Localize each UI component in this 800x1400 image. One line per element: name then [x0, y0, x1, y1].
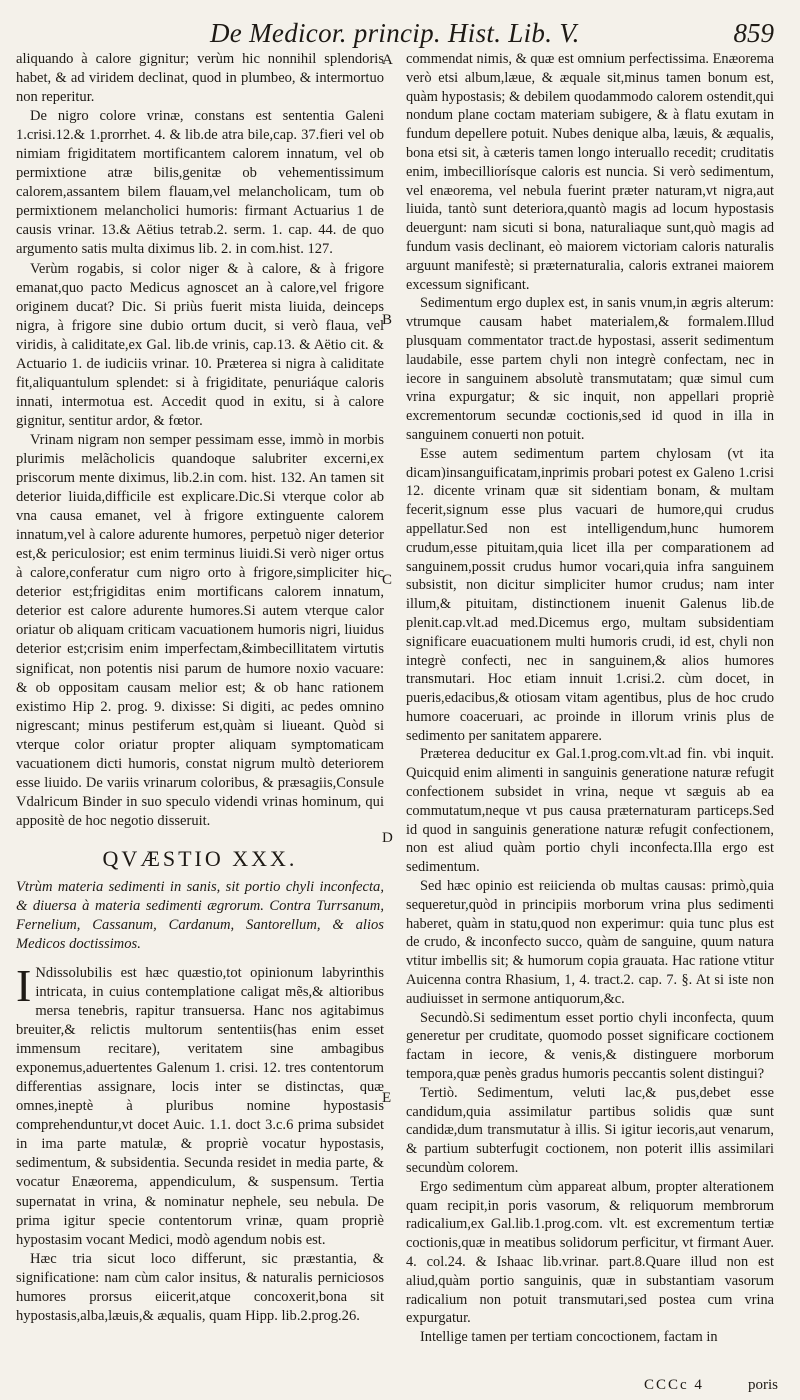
- paragraph: commendat nimis, & quæ est omnium perfectissima. Enæorema verò etsi album,læue, & æquale sit,minus tamen bonum est, quàm hypostasis; & debilem quodammodo calorem ostendit,qui nondum plane coctam materiam subigere, & à flatu exutam in fundum depellere potuit. Nubes denique alba, læuis, & æqualis, bona etsi sit, à cæteris tamen longo interuallo recedit; cruditatis enim, imbecilliorísque caloris est nuncia. Si verò sedimentum, vel enæorema, vel nebula fuerint præter naturam,vt nigra,aut liuida, tantò sunt deteriora,quantò magis ad locum hypostasis deuergunt: nam sicuti si bona, naturaliaque sunt,quò magis ad fundum vasis declinant, eò maiorem victoriam caloris naturalis arguunt manifestè; si præternaturalia, caloris extranei maiorem excessum significant.: [406, 51, 774, 293]
- margin-letter-a: A: [382, 52, 393, 68]
- paragraph: Intellige tamen per tertiam concoctionem, factam in: [420, 1329, 718, 1346]
- paragraph: Sedimentum ergo duplex est, in sanis vnum,in ægris alterum: vtrumque causam habet materialem,& formalem.Illud plusquam commentator tract.de hypostasi, asserit sedimentum laudabile, esse partem chyli non integrè confectam, nec in iecore in sanguinem absolutè transmutatam; quæ simul cum vrina expurgatur; & sic inquit, non appellari propriè excrementorum secundæ coctionis,sed id quod in illa in sanguinem conuerti non potuit.: [406, 295, 774, 443]
- paragraph: Verùm rogabis, si color niger & à calore, & à frigore emanat,quo pacto Medicus agnoscet an à calore,vel frigore originem ducat? Dic. Si priùs fuerit mista liuida, deinceps nigra, à frigore sine dubio ortum ducit, si verò flaua, vel viridis, à caliditate,ex Gal. lib.de vrinis, cap.13. & Aëtio cit. & Actuario 1. de iudiciis vrinar. 10. Præterea si nigra à caliditate fit,aliquantulum splendet: si à frigiditate, penuriáque caloris innati, intermotua est. Accedit quod in exitu, si à calore gignitur, sentitur ardor, & fœtor.: [16, 260, 384, 429]
- catchword: poris: [748, 1377, 778, 1393]
- paragraph-text: Ndissolubilis est hæc quæstio,tot opinionum labyrinthis intricata, in cuius contemplatione caligat mẽs,& altioribus mersa tenebris, rapitur transuersa. Hanc nos agitabimus breuiter,& relictis multorum sententiis(has enim esset immensum recitare), veritatem sine ambagibus exponemus,aduertentes Galenum 1. crisi. 12. tres contentorum differentias assignare, locis inter se distinctas, quæ omnes,ineptè à pluribus nomine hypostasis comprehenduntur,vt docet Auic. 1.1. doct 3.c.6 prima subsidet in ima parte matulæ, & propriè vocatur hypostasis, sedimentum, & subsidentia. Secunda residet in media parte, & vocatur Enæorema, appendiculum, & suspensum. Tertia supernatat in vrina, & nominatur nephele, seu nebula. De prima igitur specie contentorum vrinæ, quam propriè hypostasim vocant Medici, modò agendum nobis est.: [16, 964, 384, 1248]
- paragraph: Secundò.Si sedimentum esset portio chyli inconfecta, quum generetur per cruditate, quomodo posset significare coctionem factam in iecore, & venis,& distinguere morborum tempora,quæ penès gradus humoris peccantis solent distingui?: [406, 1009, 774, 1083]
- margin-letter-d: D: [382, 830, 393, 846]
- drop-cap: I: [16, 959, 32, 1011]
- paragraph: De nigro colore vrinæ, constans est sententia Galeni 1.crisi.12.& 1.prorrhet. 4. & lib.de atra bile,cap. 37.fieri vel ob nimiam frigiditatem mortificantem calorem innatum, vel ob permixtione atræ bilis,genitæ ob vehementissimum calorem,assantem bilem flauam,vel melancholicam, tum ob permixtionem melancholici humoris: firmant Actuarius 1 de causis vrinar. 13.& Aëtius tetrab.2. serm. 1. cap. 44. de quo argumento satis multa diximus lib. 2. in com.hist. 127.: [16, 108, 384, 258]
- margin-letter-e: E: [382, 1090, 392, 1106]
- running-head: De Medicor. princip. Hist. Lib. V.: [210, 18, 580, 48]
- paragraph: [16, 959, 384, 1250]
- page-footer: [0, 1372, 800, 1394]
- paragraph: aliquando à calore gignitur; verùm hic nonnihil splendoris habet, & ad viridem declinat, quod in plumbeo, & intermortuo non reperitur.: [16, 51, 384, 106]
- paragraph: Ergo sedimentum cùm appareat album, propter alterationem quam recipit,in poris vasorum, & reliquorum membrorum radicalium,ex Gal.lib.1.prog.com. vlt. est excrementum tertiæ coctionis,quæ in meatibus solidorum perficitur, vt firmant Auer. 4. col.24. & Ishaac lib.vrinar. part.8.Quare illud non est aliud,quàm portio sanguinis, quæ in substantiam vasorum radicalium non potuit transmutari,sed postea cum vrina expurgatur.: [406, 1178, 774, 1327]
- left-column: [16, 50, 384, 1326]
- page-header: [0, 6, 800, 46]
- paragraph: Esse autem sedimentum partem chylosam (vt ita dicam)insanguificatam,inprimis probari potest ex Galeno 1.crisi 12. dicente vrinam quæ sit sidentiam bonam, & multam fecerit,signum esse plus vacuari de humore,qui crudus appellatur.Sed non est intelligendum,hunc humorem crudum,esse pituitam,quia licet illa per comparationem ad sanguinem,possit crudus humor vocari,quia infra sanguinem subsistit, non dicitur simpliciter humor crudus; nam inter illum,& pituitam, distinctionem inuenit Galenus lib.de plenit.cap.vlt.ad med.Dicemus ergo, multam subsidentiam significare euacuationem multi humoris crudi, id est, chyli non integrè confecti, nec in sanguinem,& alios humores transmutari. Hoc etiam innuit 1.crisi.2. cùm docet, in pueris,edacibus,& otiosam vitam agentibus, plus de hoc crudo humore coaceruari, ac proinde in illorum vrinis plus de sedimento per sanitatem apparere.: [406, 445, 774, 744]
- right-column: [406, 50, 774, 1347]
- margin-letter-b: B: [382, 312, 393, 328]
- signature-mark: CCCc 4: [644, 1377, 704, 1393]
- paragraph: Præterea deducitur ex Gal.1.prog.com.vlt.ad fin. vbi inquit. Quicquid enim alimenti in sanguinis generatione naturæ refugit confectionem subsidet in vrina, neque vt sæguis ab ea commutatum,neque vt pus causa præternaturam particeps.Sed id quod in sanguinis generatione naturæ refugit confectionem, non est aliud quàm portio chyli inconfecta.Illa ergo est sedimentum.: [406, 746, 774, 876]
- paragraph: Sed hæc opinio est reiicienda ob multas causas: primò,quia sequeretur,quòd in principiis morborum vrina plus sedimenti haberet, quàm in statu,quod non experimur: quia tunc plus est de crudo, & inconfecto succo, quàm de sanguine, quum natura vtitur imbellis sit; & humorum copia grauata. Hac ratione vtitur Auicenna contra Rhasium, 1, 4. tract.2. cap. 7. §. At si iste non audiuisset in sermone antiquorum,&c.: [406, 878, 774, 1007]
- paragraph: Tertiò. Sedimentum, veluti lac,& pus,debet esse candidum,quia assimilatur partibus solidis quæ sunt candidæ,dum transmutatur à illis. Si igitur iecoris,aut venarum, & partium subterfugit coctionem, non poterit illis assimilari secundùm colorem.: [406, 1084, 774, 1177]
- paragraph: Hæc tria sicut loco differunt, sic præstantia, & significatione: nam cùm calor insitus, & naturalis perniciosos humores prorsus eiicerit,atque concoxerit,bona sit hypostasis,alba,læuis,& æqualis, quam Hipp. lib.2.prog.26.: [16, 1250, 384, 1324]
- question-heading: QVÆSTIO XXX.: [102, 845, 298, 871]
- margin-letter-c: C: [382, 572, 393, 588]
- question-title: Vtrùm materia sedimenti in sanis, sit portio chyli inconfecta, & diuersa à materia sedimenti ægrorum. Contra Turrsanum, Fernelium, Cassanum, Cardanum, Santorellum, & alios Medicos doctissimos.: [16, 878, 384, 952]
- paragraph: Vrinam nigram non semper pessimam esse, immò in morbis plurimis melãcholicis quandoque salubriter excerni,ex priscorum mente diximus, lib.2.in com. hist. 132. An tamen sit deterior liuida,difficile est explicare.Dic.Si vterque color ab vna causa emanet, vel à frigore extinguente calorem innatum,vel à calore adurente humores, perpetuò niger deterior est,& periculosior; est enim terminus liuidi.Si verò niger ortus à calore,conferatur cum nigro orto à frigore,simpliciter hic deterior est;frigiditas enim mortificans calorem innatum, deterior est calore adurente humores.Si autem vterque calor oriatur ob aliquam criticam vacuationem humoris nigri, liuidus deterior est;crisim enim imperfectam,&imbecillitatem virtutis significat, non potentis nisi parum de humore noxio vacuare: & ob oppositam causam melior est; & ob hanc rationem existimo Hip 2. prog. 9. dixisse: Si digiti, ac pedes omnino nigrescant; minus pestiferum est,quàm si liueant. Quòd si vterque color oriatur propter aliquam symptomaticam vacuationem dicti humoris, constat nigrum multò deteriorem esse liuido. De variis vrinarum coloribus, & præsagiis,Consule Vdalricum Binder in suo speculo videndi vrinas hominum, qui appositè de hoc negotio disseruit.: [16, 431, 384, 829]
- page-number: 859: [733, 18, 774, 48]
